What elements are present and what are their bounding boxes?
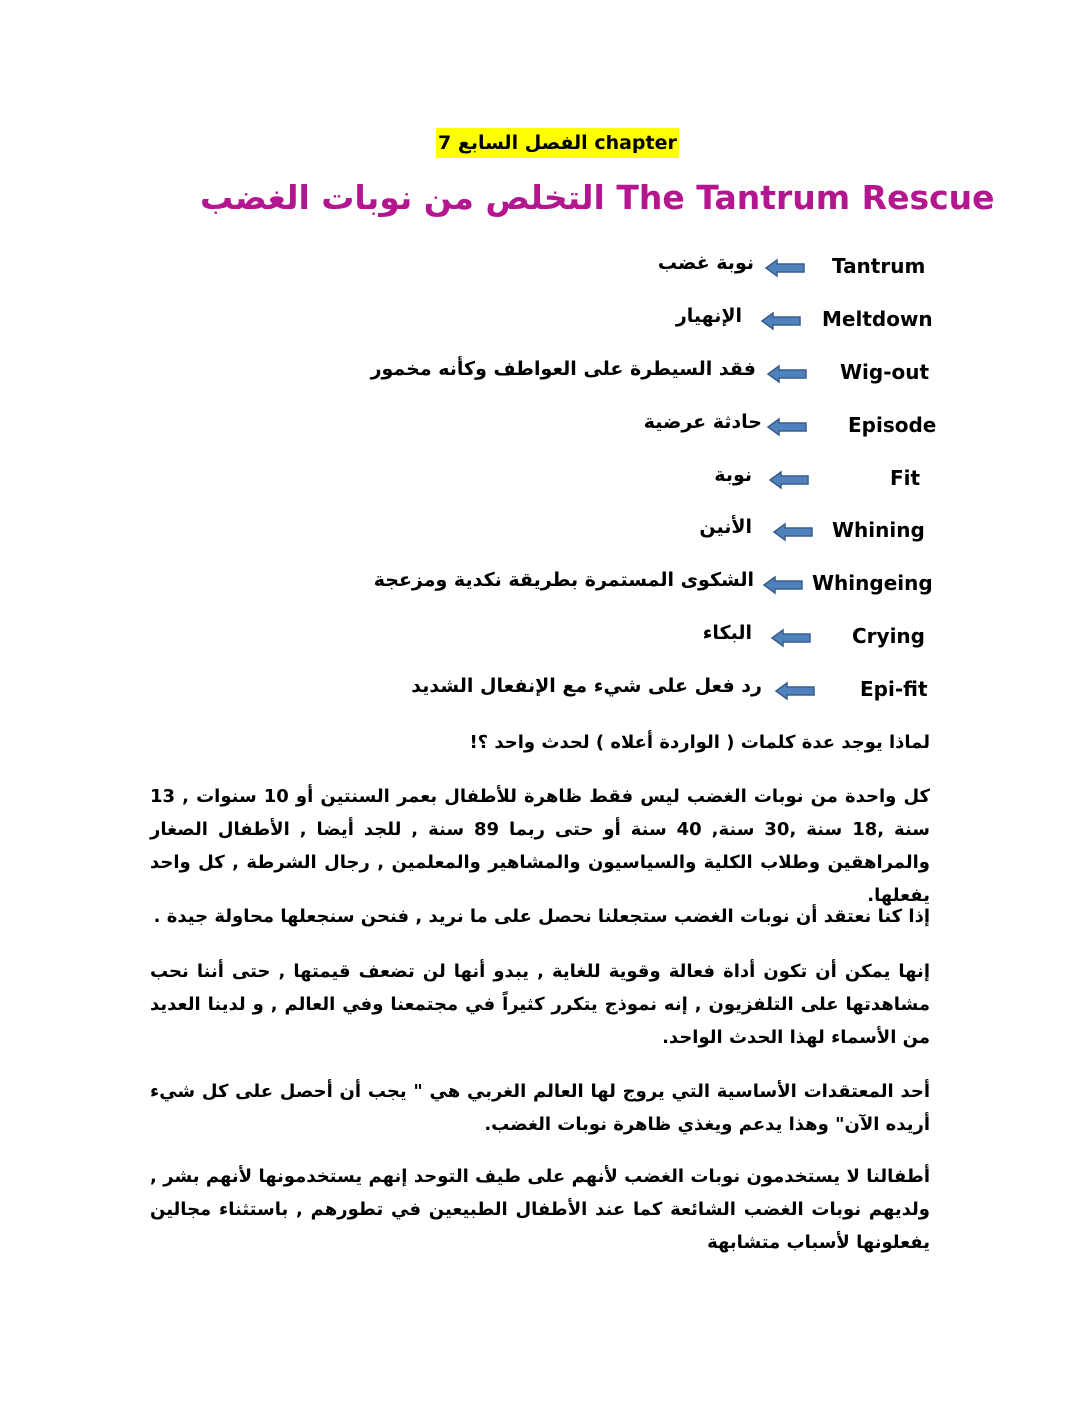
term-row xyxy=(0,673,1088,709)
paragraph: كل واحدة من نوبات الغضب ليس فقط ظاهرة للأطفال بعمر السنتين أو 10 سنوات , 13 سنة ,18 سنة ,30 سنة, 40 سنة أو حتى ربما 89 سنة , للجد أيضا , الأطفال الصغار والمراهقين وطلاب الكلية والسياسيون والمشاهير والمعلمين , رجال الشرطة , كل واحد يفعلها. xyxy=(150,786,931,906)
question-line: لماذا يوجد عدة كلمات ( الواردة أعلاه ) لحدث واحد ؟! xyxy=(469,732,930,753)
arrow-left-icon xyxy=(774,681,816,701)
term-row xyxy=(0,462,1088,498)
term-arabic: فقد السيطرة على العواطف وكأنه مخمور xyxy=(370,358,756,380)
term-arabic: حادثة عرضية xyxy=(643,411,762,433)
term-row xyxy=(0,303,1088,339)
term-arabic: نوبة xyxy=(714,464,752,486)
term-english: Meltdown xyxy=(822,307,933,331)
term-row xyxy=(0,250,1088,286)
paragraph: إذا كنا نعتقد أن نوبات الغضب ستجعلنا نحصل على ما نريد , فنحن سنجعلها محاولة جيدة . xyxy=(153,906,930,927)
arrow-left-icon xyxy=(762,575,804,595)
arrow-left-icon xyxy=(766,417,808,437)
paragraph: أحد المعتقدات الأساسية التي يروج لها العالم الغربي هي " يجب أن أحصل على كل شيء أريده الآن" وهذا يدعم ويغذي ظاهرة نوبات الغضب. xyxy=(150,1081,930,1135)
term-english: Crying xyxy=(852,624,925,648)
term-row xyxy=(0,620,1088,656)
term-arabic: الأنين xyxy=(699,516,752,538)
term-row xyxy=(0,567,1088,603)
page-title: التخلص من نوبات الغضب The Tantrum Rescue xyxy=(200,178,995,217)
arrow-left-icon xyxy=(768,470,810,490)
term-arabic: رد فعل على شيء مع الإنفعال الشديد xyxy=(411,675,762,697)
term-arabic: نوبة غضب xyxy=(657,252,754,274)
term-english: Whingeing xyxy=(812,571,933,595)
term-english: Whining xyxy=(832,518,925,542)
arrow-left-icon xyxy=(760,311,802,331)
arrow-left-icon xyxy=(770,628,812,648)
term-english: Fit xyxy=(890,466,921,490)
paragraph: أطفالنا لا يستخدمون نوبات الغضب لأنهم على طيف التوحد إنهم يستخدمونها لأنهم بشر , ولديهم نوبات الغضب الشائعة كما عند الأطفال الطبيعين في تطورهم , باستثناء مجالين يفعلونها لأسباب متشابهة xyxy=(150,1166,930,1253)
term-row xyxy=(0,514,1088,550)
term-english: Epi-fit xyxy=(860,677,928,701)
term-arabic: الشكوى المستمرة بطريقة نكدية ومزعجة xyxy=(373,569,754,591)
paragraph: إنها يمكن أن تكون أداة فعالة وقوية للغاية , يبدو أنها لن تضعف قيمتها , حتى أننا نحب مشاهدتها على التلفزيون , إنه نموذج يتكرر كثيراً في مجتمعنا وفي العالم , و لدينا العديد من الأسماء لهذا الحدث الواحد. xyxy=(150,961,930,1048)
term-row xyxy=(0,356,1088,392)
term-english: Episode xyxy=(848,413,937,437)
term-arabic: البكاء xyxy=(702,622,752,644)
term-arabic: الإنهيار xyxy=(675,305,742,327)
term-english: Wig-out xyxy=(840,360,930,384)
arrow-left-icon xyxy=(772,522,814,542)
term-english: Tantrum xyxy=(832,254,926,278)
chapter-label: الفصل السابع 7 chapter xyxy=(436,128,679,158)
arrow-left-icon xyxy=(764,258,806,278)
arrow-left-icon xyxy=(766,364,808,384)
term-row xyxy=(0,409,1088,445)
